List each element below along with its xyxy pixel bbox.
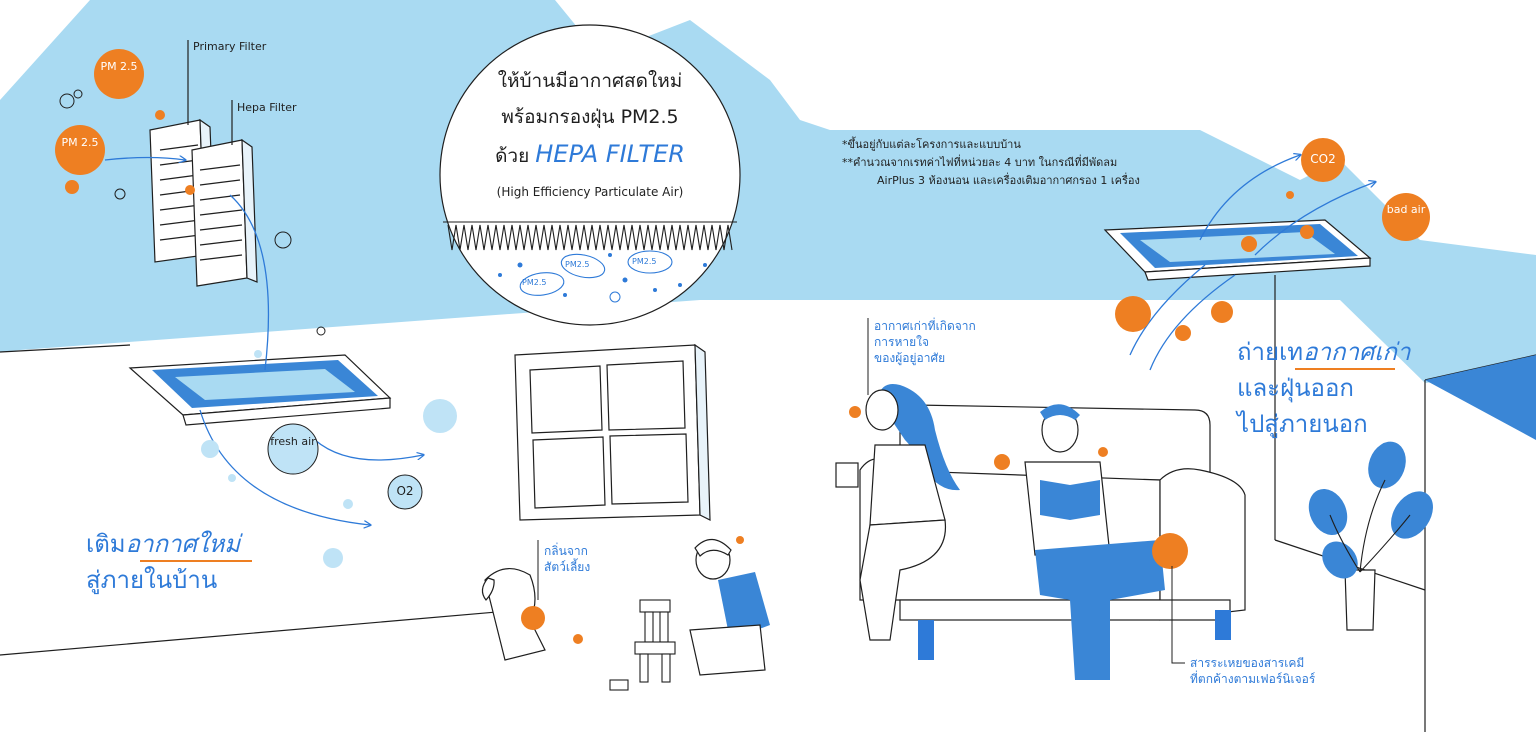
headline-line2: พร้อมกรองฝุ่น PM2.5 xyxy=(501,106,679,128)
left-slogan-line2: สู่ภายในบ้าน xyxy=(86,566,218,594)
left-slogan-line1 xyxy=(86,530,240,559)
headline-particle-ring xyxy=(610,292,620,302)
note-line3: AirPlus 3 ห้องนอน และเครื่องเติมอากาศกรอง 1 เครื่อง xyxy=(877,174,1140,187)
boy-figure xyxy=(690,539,770,675)
callout-chemical-line: ที่ตกค้างตามเฟอร์นิเจอร์ xyxy=(1190,672,1316,687)
headline-line4: (High Efficiency Particulate Air) xyxy=(496,185,684,199)
pm-tag-text: PM2.5 xyxy=(522,278,547,287)
window-graphic xyxy=(515,345,710,520)
right-slogan-prefix: ถ่ายเท xyxy=(1237,338,1304,366)
pm-badge-left xyxy=(55,125,105,175)
left-slogan-highlight: อากาศใหม่ xyxy=(125,530,241,558)
callout-breath-line: อากาศเก่าที่เกิดจาก xyxy=(874,319,976,333)
callout-breath-line: การหายใจ xyxy=(874,335,930,350)
callout-pet-line: กลิ่นจาก xyxy=(544,544,588,558)
callout-chemical-line: สารระเหยของสารเคมี xyxy=(1190,656,1305,670)
left-slogan-prefix: เติม xyxy=(86,530,126,558)
callout-pet-line: สัตว์เลี้ยง xyxy=(544,560,591,575)
note-line1: *ขึ้นอยู่กับแต่ละโครงการและแบบบ้าน xyxy=(842,138,1021,151)
pm-tag-text: PM2.5 xyxy=(565,260,590,269)
bad-air-badge-text: bad air xyxy=(1386,203,1426,216)
pm-tag-text: PM2.5 xyxy=(632,257,657,266)
bad-air-badge xyxy=(1382,193,1430,241)
callout-breath xyxy=(874,318,976,367)
supply-vent-graphic xyxy=(130,355,390,425)
primary-filter-label: Primary Filter xyxy=(193,40,267,53)
headline-line1: ให้บ้านมีอากาศสดใหม่ xyxy=(497,70,683,92)
right-slogan-line1 xyxy=(1237,338,1410,367)
sofa-leg xyxy=(918,620,934,660)
right-slogan-line2: และฝุ่นออก xyxy=(1237,374,1354,402)
pm-badge-left-text: PM 2.5 xyxy=(61,136,99,149)
right-slogan-line3: ไปสู่ภายนอก xyxy=(1237,410,1368,438)
hepa-filter-label: Hepa Filter xyxy=(237,101,297,114)
co2-badge-text: CO2 xyxy=(1310,152,1336,166)
o2-badge-text: O2 xyxy=(396,484,414,498)
sofa-leg xyxy=(1215,610,1231,640)
right-slogan-highlight: อากาศเก่า xyxy=(1303,338,1411,366)
headline-line3-prefix: ด้วย xyxy=(495,145,530,167)
headline-hepa-highlight: HEPA FILTER xyxy=(535,140,685,168)
callout-pet xyxy=(544,543,590,575)
fresh-air-badge xyxy=(268,424,318,474)
pm-badge-top-text: PM 2.5 xyxy=(100,60,138,73)
fresh-air-badge-text: fresh air xyxy=(270,435,316,448)
headline-line3 xyxy=(470,140,710,171)
callout-breath-line: ของผู้อยู่อาศัย xyxy=(874,351,946,366)
callout-chemical xyxy=(1190,655,1315,687)
pm-badge-top xyxy=(94,49,144,99)
toy-blocks xyxy=(610,600,675,690)
plant-graphic xyxy=(1302,436,1442,630)
note-line2: **คำนวณจากเรทค่าไฟที่หน่วยละ 4 บาท ในกรณีที่มีพัดลม xyxy=(842,156,1118,169)
